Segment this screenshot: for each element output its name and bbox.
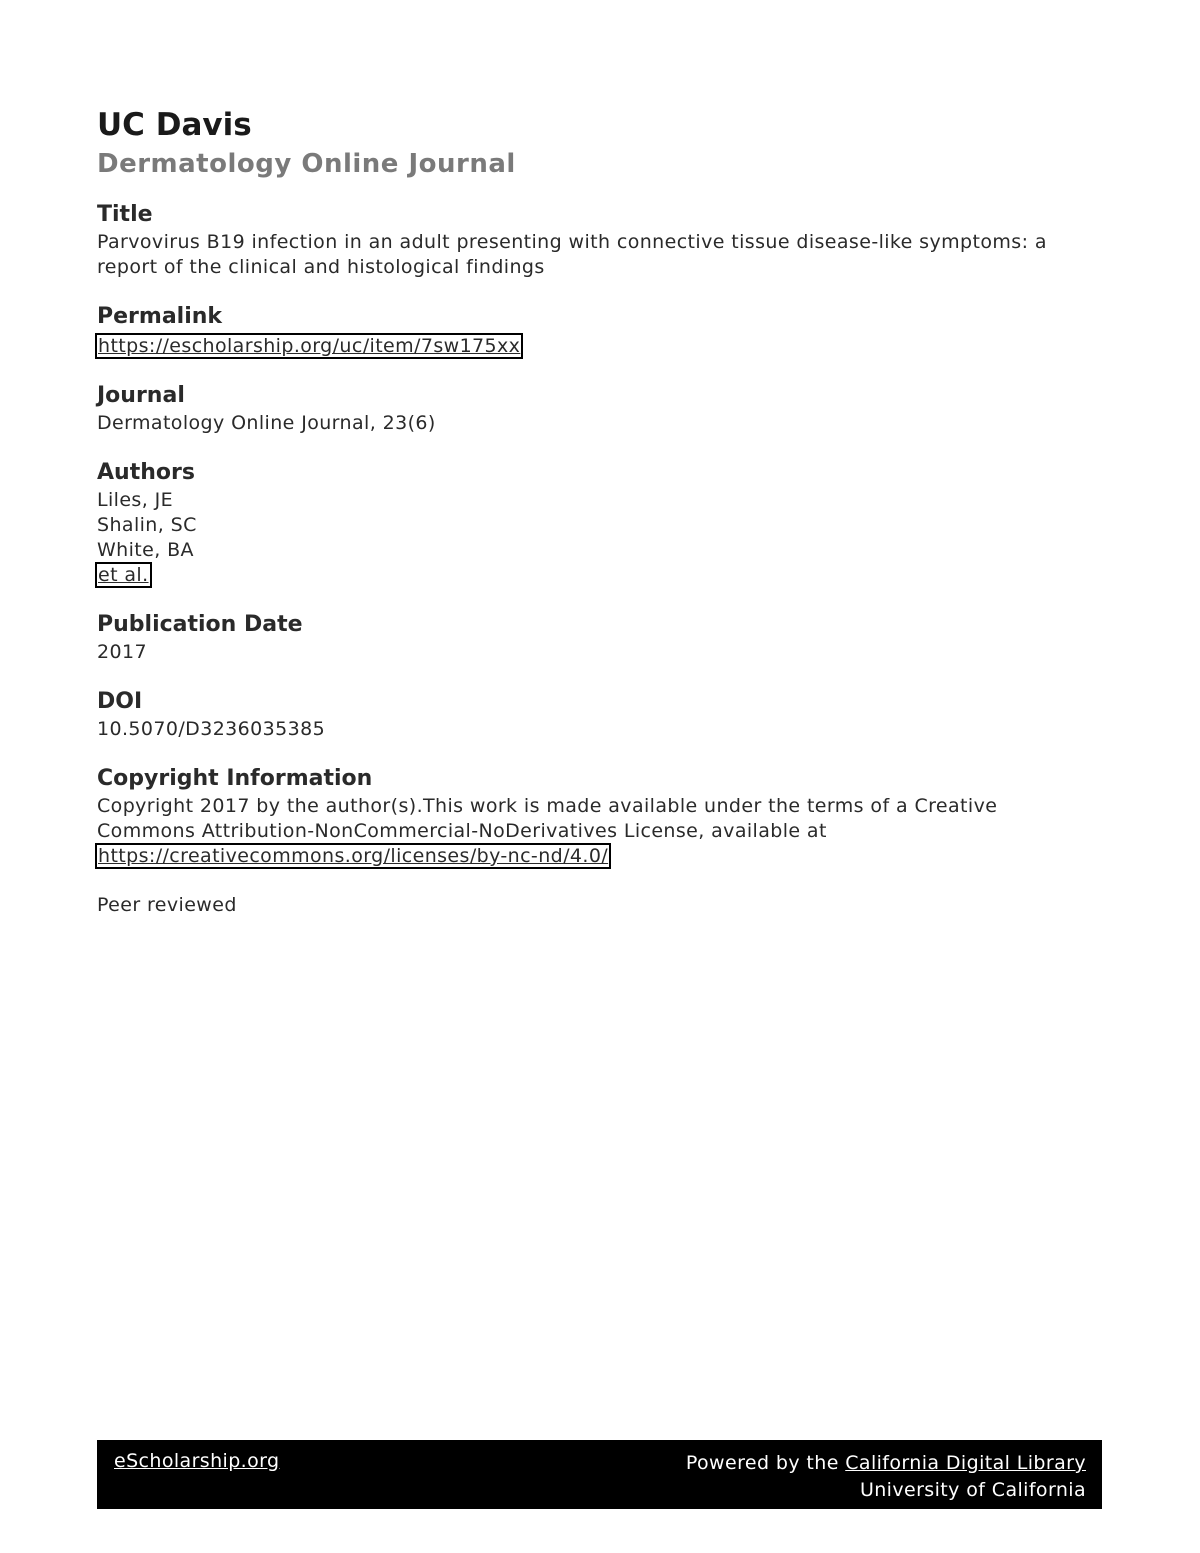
institution-name: UC Davis — [97, 107, 252, 143]
journal-section — [97, 381, 1102, 436]
author-name: Shalin, SC — [97, 514, 197, 536]
journal-value: Dermatology Online Journal, 23(6) — [97, 412, 436, 434]
escholarship-link[interactable]: eScholarship.org — [114, 1450, 280, 1472]
doi-section — [97, 687, 1102, 742]
footer-bar — [97, 1440, 1102, 1509]
publication-date-value: 2017 — [97, 641, 147, 663]
copyright-text: Copyright 2017 by the author(s).This work is made available under the terms of a Creative Commons Attribution-NonCommercial-NoDerivatives License, available at — [97, 795, 998, 842]
permalink-label: Permalink — [97, 304, 223, 329]
more-authors-link[interactable]: et al. — [98, 564, 149, 586]
author-name: White, BA — [97, 539, 194, 561]
authors-label: Authors — [97, 460, 195, 485]
license-link[interactable]: https://creativecommons.org/licenses/by-nc-nd/4.0/ — [98, 845, 609, 867]
authors-list — [97, 488, 1102, 588]
publication-date-section — [97, 610, 1102, 665]
title-label: Title — [97, 202, 153, 227]
doi-value: 10.5070/D3236035385 — [97, 718, 326, 740]
copyright-section — [97, 764, 1102, 869]
journal-label: Journal — [97, 383, 185, 408]
publication-date-label: Publication Date — [97, 612, 303, 637]
document-page — [97, 105, 1102, 918]
copyright-label: Copyright Information — [97, 766, 373, 791]
university-name: University of California — [859, 1479, 1086, 1501]
powered-by-text: Powered by the — [685, 1452, 846, 1474]
author-name: Liles, JE — [97, 489, 174, 511]
footer-credits — [686, 1450, 1086, 1504]
title-value: Parvovirus B19 infection in an adult presenting with connective tissue disease-like symptoms: a report of the clinical and histological findings — [97, 231, 1047, 278]
cdl-link[interactable]: California Digital Library — [845, 1452, 1086, 1474]
authors-section — [97, 458, 1102, 588]
doi-label: DOI — [97, 689, 143, 714]
title-section — [97, 200, 1102, 280]
permalink-section — [97, 302, 1102, 359]
journal-name-heading: Dermatology Online Journal — [97, 149, 516, 179]
permalink-link[interactable]: https://escholarship.org/uc/item/7sw175xx — [98, 335, 521, 357]
peer-review-status: Peer reviewed — [97, 894, 237, 916]
